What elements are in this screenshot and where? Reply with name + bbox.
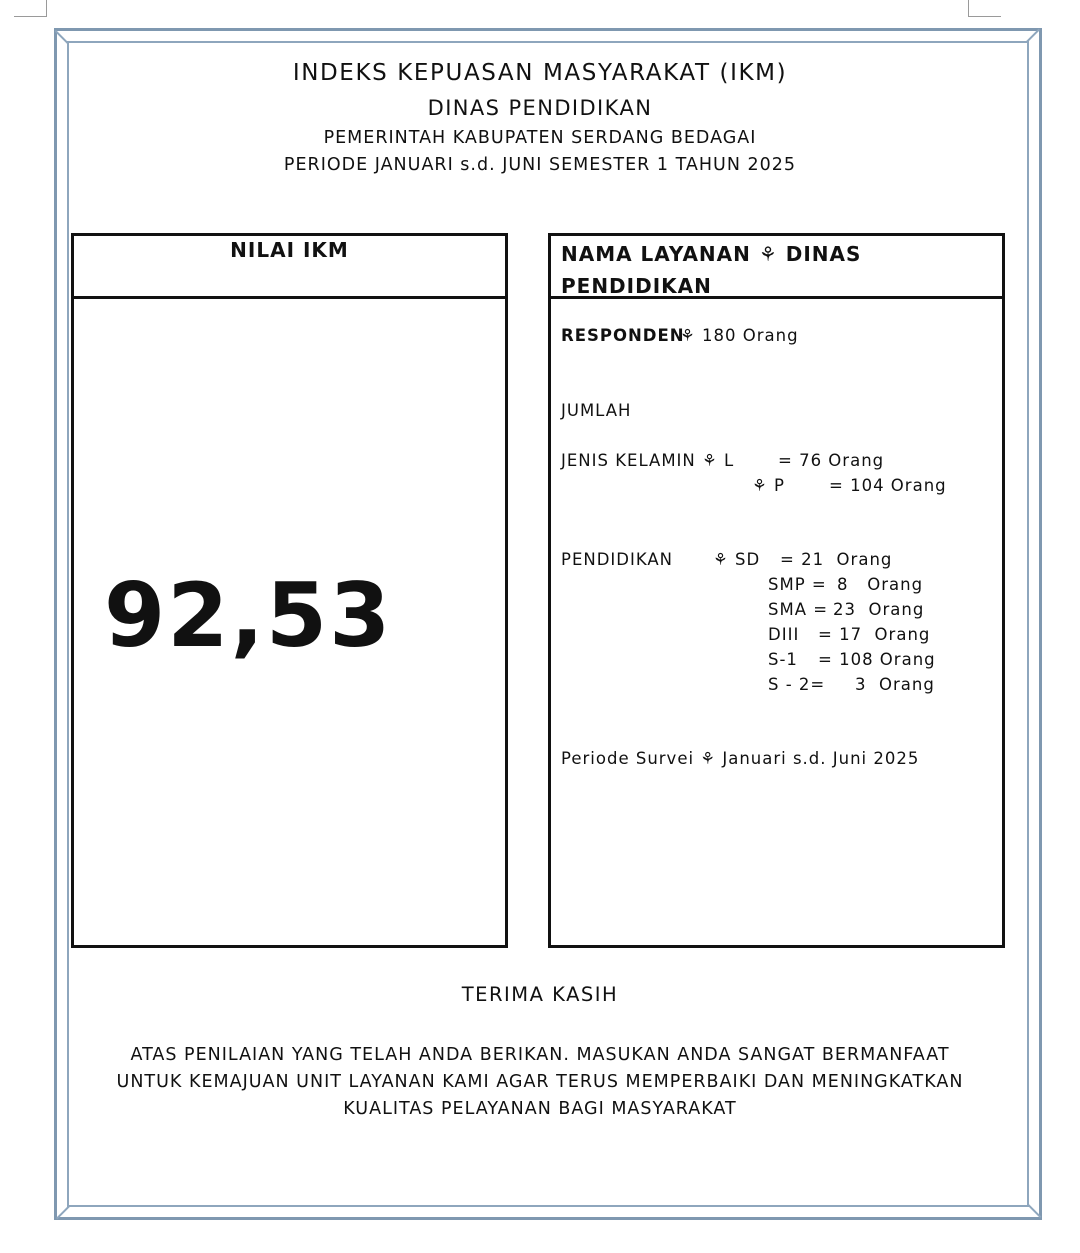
education-count: = 108 Orang [818,650,936,669]
page-corner-mark-right [968,0,1001,17]
education-count: = 21 Orang [780,550,893,569]
service-info-header [551,236,1002,299]
ikm-score-header [74,236,505,299]
ikm-score-value: 92,53 [104,564,393,667]
education-level: S-1 [768,650,798,669]
jumlah-label: JUMLAH [561,401,632,420]
service-info-title [561,238,992,302]
thanks-heading: TERIMA KASIH [461,983,619,1006]
gender-p-value: = 104 Orang [829,476,947,495]
responden-value: ⚘ 180 Orang [680,326,799,345]
service-title-line2: PENDIDIKAN [561,274,712,298]
ikm-score-panel [71,233,508,948]
government-name: PEMERINTAH KABUPATEN SERDANG BEDAGAI [323,128,757,148]
thanks-message-line2: UNTUK KEMAJUAN UNIT LAYANAN KAMI AGAR TERUS MEMPERBAIKI DAN MENINGKATKAN [116,1072,964,1092]
education-label: PENDIDIKAN [561,550,674,569]
education-level: SMA = [768,600,829,619]
education-count: 3 Orang [855,675,935,694]
gender-label: JENIS KELAMIN ⚘ L [561,451,735,470]
education-level: S - 2= [768,675,826,694]
gender-p-label: ⚘ P [752,476,785,495]
page-corner-mark-left [14,0,47,17]
education-level: ⚘ SD [713,550,761,569]
education-level: SMP = [768,575,827,594]
survey-period: Periode Survei ⚘ Januari s.d. Juni 2025 [561,749,920,768]
document-title: INDEKS KEPUASAN MASYARAKAT (IKM) [292,60,788,86]
agency-name: DINAS PENDIDIKAN [427,96,653,120]
education-level: DIII [768,625,800,644]
service-title-line1: NAMA LAYANAN ⚘ DINAS [561,242,862,266]
thanks-message-line1: ATAS PENILAIAN YANG TELAH ANDA BERIKAN. MASUKAN ANDA SANGAT BERMANFAAT [130,1045,950,1065]
period-heading: PERIODE JANUARI s.d. JUNI SEMESTER 1 TAHUN 2025 [283,155,797,175]
education-count: = 17 Orang [818,625,931,644]
ikm-score-title: NILAI IKM [230,238,349,262]
responden-label: RESPONDEN [561,326,685,345]
education-count: 23 Orang [833,600,925,619]
gender-l-value: = 76 Orang [778,451,885,470]
thanks-message-line3: KUALITAS PELAYANAN BAGI MASYARAKAT [343,1099,737,1119]
education-count: 8 Orang [837,575,924,594]
